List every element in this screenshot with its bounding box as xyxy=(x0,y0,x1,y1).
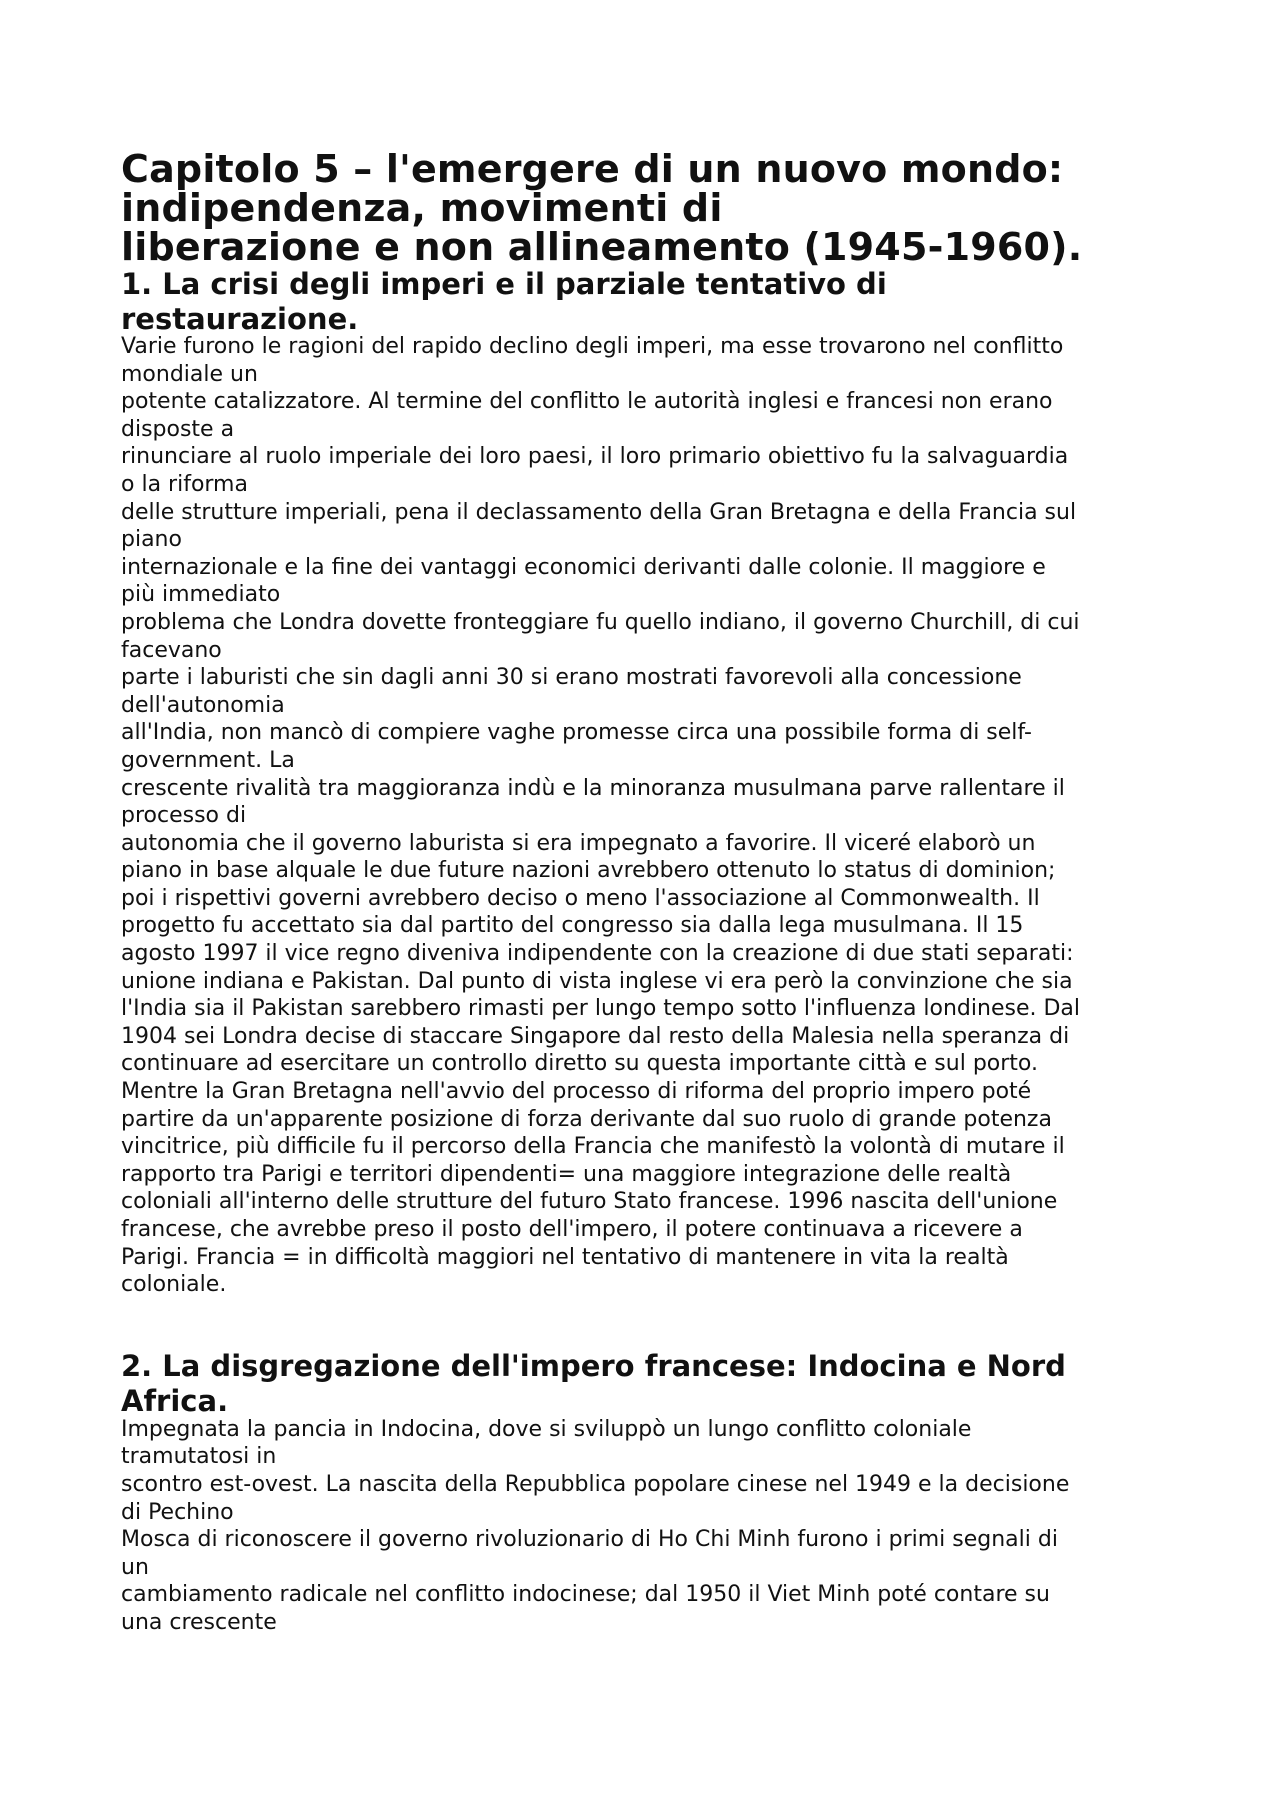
body-text-line: cambiamento radicale nel conflitto indocinese; dal 1950 il Viet Minh poté contare su xyxy=(121,1582,1050,1608)
body-text-line: di Pechino xyxy=(121,1499,234,1525)
section-1-body xyxy=(121,333,1181,1299)
body-text-line: government. La xyxy=(121,747,295,773)
body-text-line: coloniale. xyxy=(121,1272,227,1298)
body-text-line: mondiale un xyxy=(121,361,258,387)
body-text-line: autonomia che il governo laburista si era impegnato a favorire. Il viceré elaborò un xyxy=(121,830,1036,856)
body-text-line: piano xyxy=(121,527,182,553)
body-text-line: piano in base alquale le due future nazioni avrebbero ottenuto lo status di dominion; xyxy=(121,858,1056,884)
body-text-line: facevano xyxy=(121,637,222,663)
document-page xyxy=(121,147,1181,1637)
body-text-line: agosto 1997 il vice regno diveniva indipendente con la creazione di due stati separati: xyxy=(121,941,1074,967)
body-text-line: unione indiana e Pakistan. Dal punto di vista inglese vi era però la convinzione che sia xyxy=(121,968,1073,994)
section-2-body xyxy=(121,1416,1181,1637)
body-text-line: Varie furono le ragioni del rapido declino degli imperi, ma esse trovarono nel conflitto xyxy=(121,334,1064,359)
section-title-line: 2. La disgregazione dell'impero francese: Indocina e Nord xyxy=(121,1348,1066,1383)
body-text-line: poi i rispettivi governi avrebbero deciso o meno l'associazione al Commonwealth. Il xyxy=(121,885,1040,911)
chapter-title-line: indipendenza, movimenti di xyxy=(121,186,723,230)
section-2-title xyxy=(121,1349,1181,1419)
section-1-title xyxy=(121,267,1181,337)
body-text-line: o la riforma xyxy=(121,471,248,497)
body-text-line: delle strutture imperiali, pena il declassamento della Gran Bretagna e della Francia sul xyxy=(121,499,1077,525)
body-text-line: più immediato xyxy=(121,582,281,608)
chapter-title-line: Capitolo 5 – l'emergere di un nuovo mondo: xyxy=(121,147,1064,191)
chapter-title xyxy=(121,147,1181,269)
body-text-line: Mosca di riconoscere il governo rivoluzionario di Ho Chi Minh furono i primi segnali di xyxy=(121,1527,1058,1553)
body-text-line: internazionale e la fine dei vantaggi economici derivanti dalle colonie. Il maggiore e xyxy=(121,554,1046,580)
body-text-line: problema che Londra dovette fronteggiare fu quello indiano, il governo Churchill, di cui xyxy=(121,609,1080,635)
section-title-line: 1. La crisi degli imperi e il parziale tentativo di xyxy=(121,267,887,301)
body-text-line: rinunciare al ruolo imperiale dei loro paesi, il loro primario obiettivo fu la salvaguardia xyxy=(121,444,1069,470)
body-text-line: dell'autonomia xyxy=(121,692,285,718)
body-text-line: parte i laburisti che sin dagli anni 30 si erano mostrati favorevoli alla concessione xyxy=(121,665,1022,691)
body-text-line: tramutatosi in xyxy=(121,1444,277,1470)
body-text-line: disposte a xyxy=(121,416,235,442)
body-text-line: coloniali all'interno delle strutture del futuro Stato francese. 1996 nascita dell'unione xyxy=(121,1189,1058,1215)
body-text-line: all'India, non mancò di compiere vaghe promesse circa una possibile forma di self- xyxy=(121,720,1032,746)
body-text-line: crescente rivalità tra maggioranza indù e la minoranza musulmana parve rallentare il xyxy=(121,775,1065,801)
body-text-line: 1904 sei Londra decise di staccare Singapore dal resto della Malesia nella speranza di xyxy=(121,1023,1070,1049)
body-text-line: processo di xyxy=(121,803,247,829)
chapter-title-line: liberazione e non allineamento (1945-1960). xyxy=(121,225,1083,269)
body-text-line: potente catalizzatore. Al termine del conflitto le autorità inglesi e francesi non erano xyxy=(121,389,1053,415)
body-text-line: l'India sia il Pakistan sarebbero rimasti per lungo tempo sotto l'influenza londinese. Dal xyxy=(121,996,1081,1022)
body-text-line: partire da un'apparente posizione di forza derivante dal suo ruolo di grande potenza xyxy=(121,1106,1052,1132)
body-text-line: Parigi. Francia = in difficoltà maggiori nel tentativo di mantenere in vita la realtà xyxy=(121,1244,1009,1270)
section-title-line: restaurazione. xyxy=(121,302,359,336)
body-text-line: continuare ad esercitare un controllo diretto su questa importante città e sul porto. xyxy=(121,1051,1038,1077)
body-text-line: progetto fu accettato sia dal partito del congresso sia dalla lega musulmana. Il 15 xyxy=(121,913,1024,939)
body-text-line: vincitrice, più difficile fu il percorso della Francia che manifestò la volontà di mutare il xyxy=(121,1134,1065,1160)
body-text-line: un xyxy=(121,1554,149,1580)
body-text-line: Mentre la Gran Bretagna nell'avvio del processo di riforma del proprio impero poté xyxy=(121,1079,1032,1105)
body-text-line: una crescente xyxy=(121,1609,277,1635)
body-text-line: scontro est-ovest. La nascita della Repubblica popolare cinese nel 1949 e la decisione xyxy=(121,1471,1070,1497)
body-text-line: Impegnata la pancia in Indocina, dove si sviluppò un lungo conflitto coloniale xyxy=(121,1416,972,1442)
body-text-line: rapporto tra Parigi e territori dipendenti= una maggiore integrazione delle realtà xyxy=(121,1161,1012,1187)
body-text-line: francese, che avrebbe preso il posto dell'impero, il potere continuava a ricevere a xyxy=(121,1217,1023,1242)
section-title-line: Africa. xyxy=(121,1383,229,1418)
